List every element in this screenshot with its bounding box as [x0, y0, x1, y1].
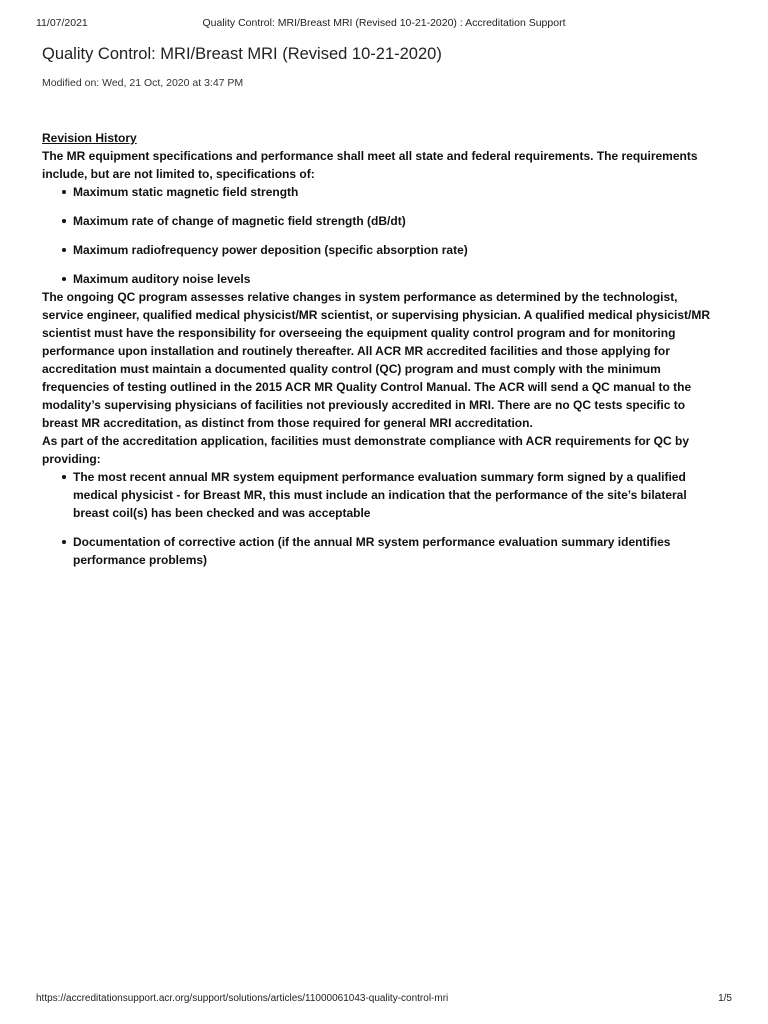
page-number: 1/5 [718, 993, 732, 1004]
compliance-paragraph: As part of the accreditation application, facilities must demonstrate compliance with ACR requirements for QC by providing: [42, 434, 690, 466]
bullet-icon [62, 475, 66, 479]
bullet-icon [62, 540, 66, 544]
page-url: https://accreditationsupport.acr.org/support/solutions/articles/11000061043-quality-control-mri [36, 993, 449, 1004]
intro-paragraph: The MR equipment specifications and performance shall meet all state and federal requirements. The requirements include, but are not limited to, specifications of: [42, 149, 698, 181]
list-item-text: Documentation of corrective action (if the annual MR system performance evaluation summary identifies performance problems) [73, 535, 671, 567]
print-doc-title: Quality Control: MRI/Breast MRI (Revised 10-21-2020) : Accreditation Support [202, 17, 566, 29]
list-item-text: Maximum rate of change of magnetic field strength (dB/dt) [73, 214, 406, 228]
compliance-list [42, 468, 722, 569]
qc-program-paragraph: The ongoing QC program assesses relative changes in system performance as determined by the technologist, service engineer, qualified medical physicist/MR scientist, or supervising physician. A qualified medical physicist/MR scientist must have the responsibility for overseeing the equipment quality control program and for monitoring performance upon installation and routinely thereafter. All ACR MR accredited facilities and those applying for accreditation must maintain a documented quality control (QC) program and must comply with the minimum frequencies of testing outlined in the 2015 ACR MR Quality Control Manual. The ACR will send a QC manual to the modality’s supervising physicians of facilities not previously accredited in MRI. There are no QC tests specific to breast MR accreditation, as distinct from those required for general MRI accreditation. [42, 290, 710, 430]
list-item-text: Maximum radiofrequency power deposition (specific absorption rate) [73, 243, 468, 257]
list-item [42, 533, 722, 569]
list-item-text: Maximum auditory noise levels [73, 272, 251, 286]
article-content [42, 44, 722, 569]
bullet-icon [62, 248, 66, 252]
bullet-icon [62, 219, 66, 223]
specifications-list [42, 183, 722, 288]
list-item [42, 241, 722, 259]
list-item [42, 183, 722, 201]
page-title: Quality Control: MRI/Breast MRI (Revised 10-21-2020) [42, 45, 442, 63]
list-item-text: The most recent annual MR system equipment performance evaluation summary form signed by a qualified medical physicist - for Breast MR, this must include an indication that the performance of the site’s bilateral breast coil(s) has been checked and was acceptable [73, 470, 687, 520]
list-item-text: Maximum static magnetic field strength [73, 185, 299, 199]
bullet-icon [62, 190, 66, 194]
print-header [36, 17, 732, 31]
revision-history-link[interactable]: Revision History [42, 131, 137, 145]
list-item [42, 212, 722, 230]
bullet-icon [62, 277, 66, 281]
modified-date: Modified on: Wed, 21 Oct, 2020 at 3:47 PM [42, 77, 244, 89]
print-date: 11/07/2021 [36, 17, 88, 29]
list-item [42, 468, 722, 522]
print-footer [36, 993, 732, 1007]
list-item [42, 270, 722, 288]
